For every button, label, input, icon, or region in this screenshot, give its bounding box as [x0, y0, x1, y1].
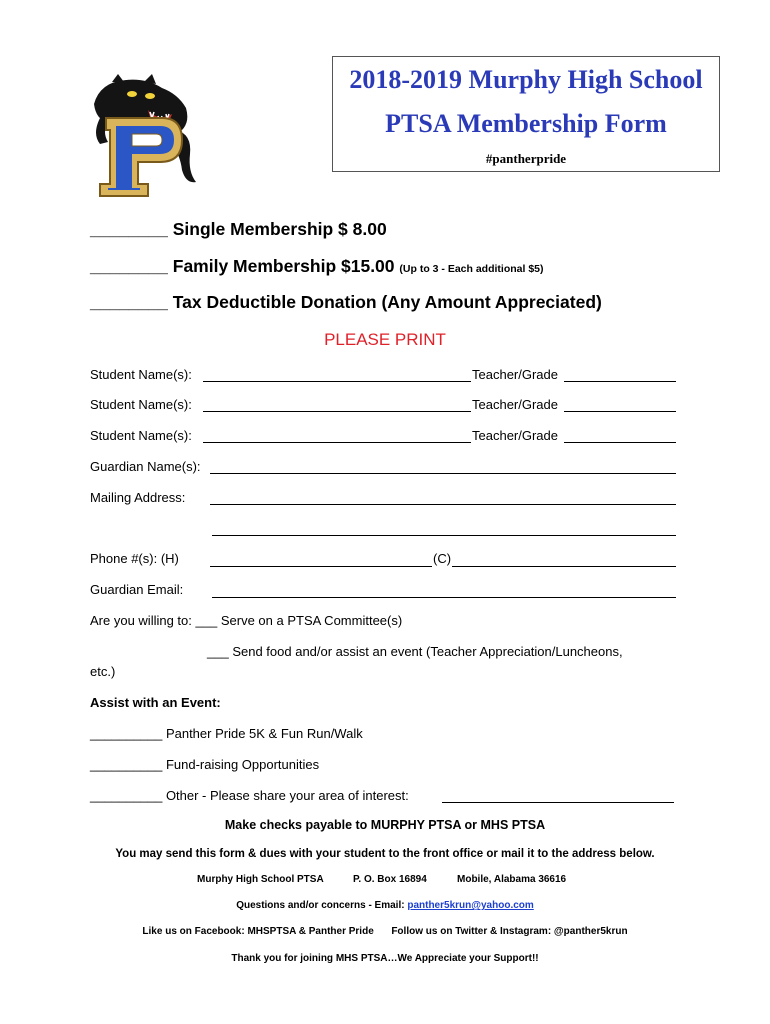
phone-label: Phone #(s): (H) [90, 551, 179, 566]
please-print-heading: PLEASE PRINT [324, 330, 446, 349]
form-title-line2: PTSA Membership Form [385, 109, 667, 138]
assist-blank[interactable]: __________ [90, 788, 163, 803]
social-line [0, 926, 770, 937]
assist-item [90, 788, 409, 803]
willing-row-2 [207, 644, 623, 659]
willing-row-1 [90, 613, 402, 628]
student-name-field[interactable] [203, 411, 471, 412]
membership-note: (Up to 3 - Each additional $5) [399, 263, 544, 275]
willing-prompt: Are you willing to: [90, 613, 192, 628]
assist-heading: Assist with an Event: [90, 695, 221, 710]
membership-label: Tax Deductible Donation (Any Amount Appreciated) [172, 292, 602, 312]
checks-payable: Make checks payable to MURPHY PTSA or MHS PTSA [224, 818, 546, 832]
membership-family[interactable] [90, 256, 544, 277]
thank-you: Thank you for joining MHS PTSA…We Appreciate your Support!! [231, 953, 539, 964]
teacher-grade-field[interactable] [564, 442, 676, 443]
willing-option-food-cont: etc.) [90, 664, 116, 679]
teacher-grade-label: Teacher/Grade [472, 367, 558, 382]
membership-single[interactable] [90, 219, 387, 240]
willing-option-committee: Serve on a PTSA Committee(s) [220, 613, 403, 628]
assist-blank[interactable]: __________ [90, 757, 163, 772]
teacher-grade-label: Teacher/Grade [472, 397, 558, 412]
student-label: Student Name(s): [90, 428, 192, 443]
facebook-text: Like us on Facebook: MHSPTSA & Panther Pride [142, 926, 374, 937]
assist-label: Other - Please share your area of interest: [165, 788, 409, 803]
send-instructions: You may send this form & dues with your student to the front office or mail it to the address below. [115, 848, 655, 860]
form-title-line1: 2018-2019 Murphy High School [349, 65, 703, 94]
teacher-grade-field[interactable] [564, 411, 676, 412]
home-phone-field[interactable] [210, 566, 432, 567]
guardian-email-field[interactable] [212, 597, 676, 598]
assist-item [90, 757, 319, 772]
hashtag: #pantherpride [485, 151, 567, 166]
membership-label: Single Membership $ 8.00 [172, 219, 387, 239]
address-name: Murphy High School PTSA [197, 874, 324, 885]
assist-label: Panther Pride 5K & Fun Run/Walk [165, 726, 363, 741]
willing-blank[interactable]: ___ [195, 613, 218, 628]
willing-blank[interactable]: ___ [207, 644, 229, 659]
address-city: Mobile, Alabama 36616 [457, 874, 567, 885]
mailing-address-field[interactable] [210, 504, 676, 505]
other-interest-field[interactable] [442, 802, 674, 803]
teacher-grade-field[interactable] [564, 381, 676, 382]
membership-donation[interactable] [90, 292, 602, 313]
cell-phone-field[interactable] [452, 566, 676, 567]
guardian-name-label: Guardian Name(s): [90, 459, 201, 474]
assist-item [90, 726, 363, 741]
student-label: Student Name(s): [90, 397, 192, 412]
student-name-field[interactable] [203, 381, 471, 382]
address-box: P. O. Box 16894 [353, 874, 427, 885]
title-box [332, 56, 720, 172]
student-label: Student Name(s): [90, 367, 192, 382]
questions-label: Questions and/or concerns - Email: [236, 900, 405, 911]
assist-label: Fund-raising Opportunities [165, 757, 320, 772]
cell-label: (C) [433, 551, 452, 566]
willing-option-food: Send food and/or assist an event (Teacher Appreciation/Luncheons, [232, 644, 623, 659]
mailing-address-field-2[interactable] [212, 535, 676, 536]
questions-line [0, 900, 770, 911]
email-link[interactable]: panther5krun@yahoo.com [407, 900, 534, 911]
membership-label: Family Membership $15.00 [172, 256, 395, 276]
mailing-address-label: Mailing Address: [90, 490, 186, 505]
membership-blank: ________ [90, 292, 168, 312]
assist-blank[interactable]: __________ [90, 726, 163, 741]
guardian-name-field[interactable] [210, 473, 676, 474]
membership-blank: ________ [90, 256, 168, 276]
panther-logo-icon [86, 74, 206, 199]
teacher-grade-label: Teacher/Grade [472, 428, 558, 443]
twitter-text: Follow us on Twitter & Instagram: @panther5krun [391, 926, 628, 937]
student-name-field[interactable] [203, 442, 471, 443]
membership-blank: ________ [90, 219, 168, 239]
guardian-email-label: Guardian Email: [90, 582, 184, 597]
